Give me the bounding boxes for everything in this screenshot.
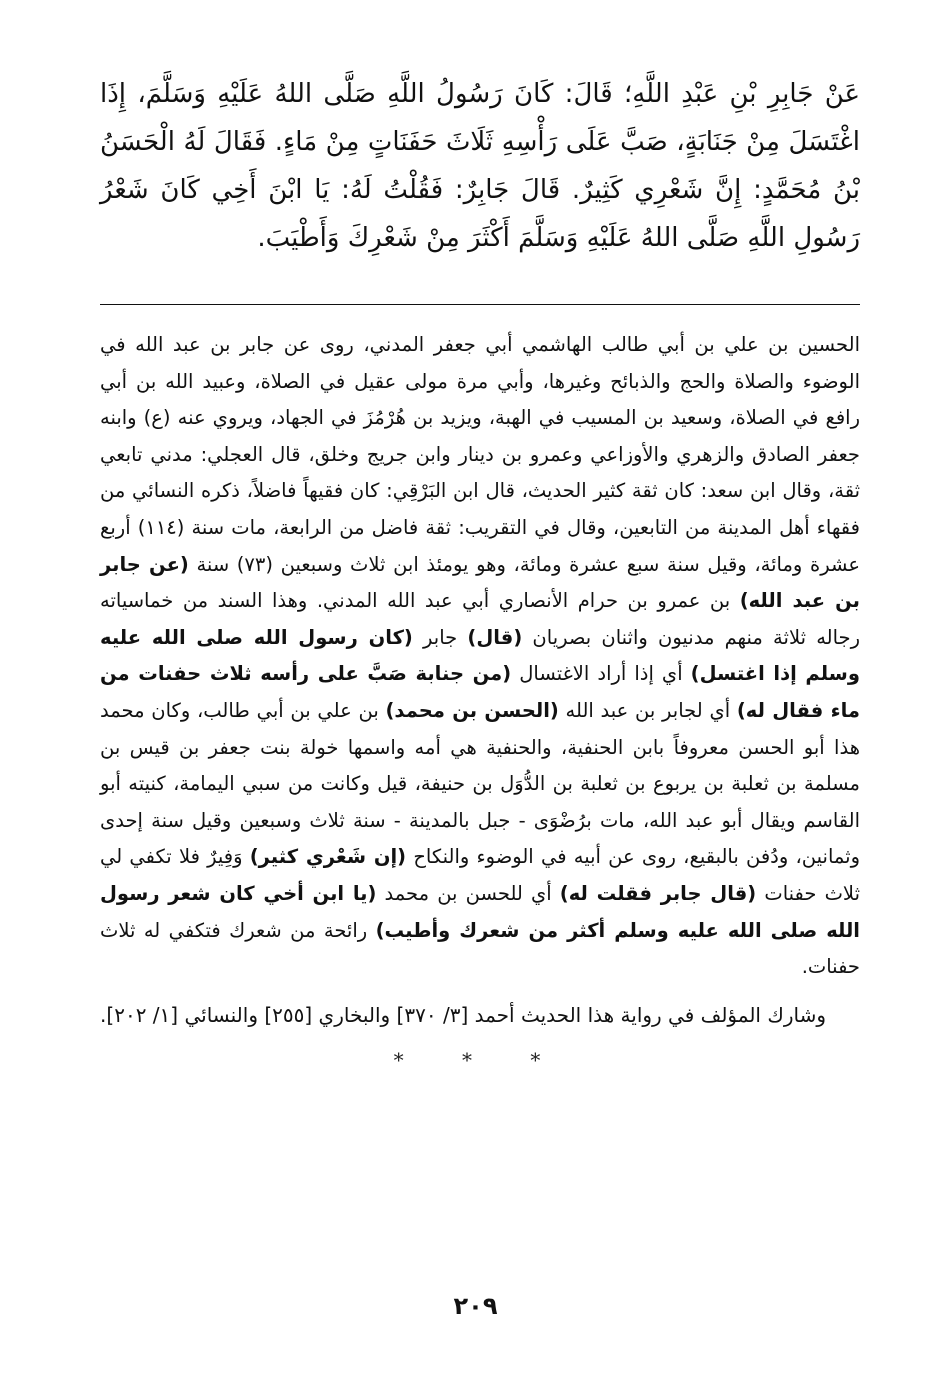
commentary-text: أي للحسن بن محمد (376, 881, 560, 905)
commentary-quote-bold: (عن جابر بن عبد الله) (100, 552, 860, 613)
footnote-divider (100, 304, 860, 305)
commentary-text: بن علي بن أبي طالب، وكان محمد هذا أبو الحسن معروفاً بابن الحنفية، والحنفية هي أمه واسمها خولة بنت جعفر بن قيس بن مسلمة بن ثعلبة بن يربوع بن ثعلبة بن الدُّوَل بن حنيفة، قيل وكانت من سبي اليمامة، كنيته أبو القاسم ويقال أبو عبد الله، مات برُضْوَى - جبل بالمدينة - سنة ثلاث وسبعين وقيل سنة إحدى وثمانين، ودُفن بالبقيع، روى عن أبيه في الوضوء والنكاح (100, 698, 861, 869)
commentary-text: بن عمرو بن حرام الأنصاري أبي عبد الله المدني. وهذا السند من خماسياته رجاله ثلاثة منهم مدنيون واثنان بصريان (100, 589, 860, 649)
page-body (100, 70, 860, 1072)
commentary-quote-bold: (الحسن بن محمد) (385, 698, 559, 722)
commentary-quote-bold: (يا ابن أخي كان شعر رسول الله صلى الله عليه وسلم أكثر من شعرك وأطيب) (100, 881, 860, 942)
page-number: ٢٠٩ (453, 1292, 498, 1320)
hadith-text-block (100, 70, 860, 262)
commentary-text: الحسين بن علي بن أبي طالب الهاشمي أبي جعفر المدني، روى عن جابر بن عبد الله في الوضوء والصلاة والحج والذبائح وغيرها، وأبي مرة مولى عقيل في الصلاة، وعبيد الله بن أبي رافع في الصلاة، وسعيد بن المسيب في الهبة، ويزيد بن هُرْمُزَ في الجهاد، ويروي عنه (ع) وابنه جعفر الصادق والزهري والأوزاعي وعمرو بن دينار وابن جريج وخلق، قال العجلي: مدني تابعي ثقة، وقال ابن سعد: كان ثقة كثير الحديث، قال ابن البَرْقِي: كان فقيهاً فاضلاً، ذكره النسائي من فقهاء أهل المدينة من التابعين، وقال في التقريب: ثقة فاضل من الرابعة، مات سنة (١١٤) أربع عشرة ومائة، وقيل سنة سبع عشرة ومائة، وهو يومئذ ابن ثلاث وسبعين (٧٣) سنة (100, 333, 860, 576)
commentary-text: رائحة من شعرك فتكفي له ثلاث حفنات. (100, 918, 860, 979)
sharing-block (100, 996, 860, 1034)
commentary-text: أي لجابر بن عبد الله (558, 698, 737, 722)
commentary-text: وَفِيرٌ فلا تكفي لي ثلاث حفنات (100, 845, 860, 905)
hadith-text: عَنْ جَابِرِ بْنِ عَبْدِ اللَّهِ؛ قَالَ: كَانَ رَسُولُ اللَّهِ صَلَّى اللهُ عَلَيْهِ وَسَلَّمَ، إِذَا اغْتَسَلَ مِنْ جَنَابَةٍ، صَبَّ عَلَى رَأْسِهِ ثَلَاثَ حَفَنَاتٍ مِنْ مَاءٍ. فَقَالَ لَهُ الْحَسَنُ بْنُ مُحَمَّدٍ: إِنَّ شَعْرِي كَثِيرٌ. قَالَ جَابِرٌ: فَقُلْتُ لَهُ: يَا ابْنَ أَخِي كَانَ شَعْرُ رَسُولِ اللَّهِ صَلَّى اللهُ عَلَيْهِ وَسَلَّمَ أَكْثَرَ مِنْ شَعْرِكَ وَأَطْيَبَ. (100, 79, 860, 253)
commentary-quote-bold: (من جنابة صَبَّ على رأسه ثلاث حفنات من ماء فقال له) (100, 662, 861, 722)
commentary-quote-bold: (كان رسول الله صلى الله عليه وسلم إذا اغتسل) (100, 625, 860, 686)
commentary-text: أي إذا أراد الاغتسال (511, 662, 691, 686)
commentary-quote-bold: (إن شَعْري كثير) (249, 845, 407, 869)
sharing-text: وشارك المؤلف في رواية هذا الحديث أحمد [٣/ ٣٧٠] والبخاري [٢٥٥] والنسائي [١/ ٢٠٢]. (100, 1002, 826, 1027)
commentary-quote-bold: (قال) (467, 625, 523, 649)
commentary-block (100, 327, 860, 986)
section-separator-stars: * * * (393, 1047, 567, 1072)
commentary-text: جابر (412, 625, 468, 649)
commentary-quote-bold: (قال جابر فقلت له) (559, 881, 757, 905)
commentary-paragraph (100, 327, 860, 986)
